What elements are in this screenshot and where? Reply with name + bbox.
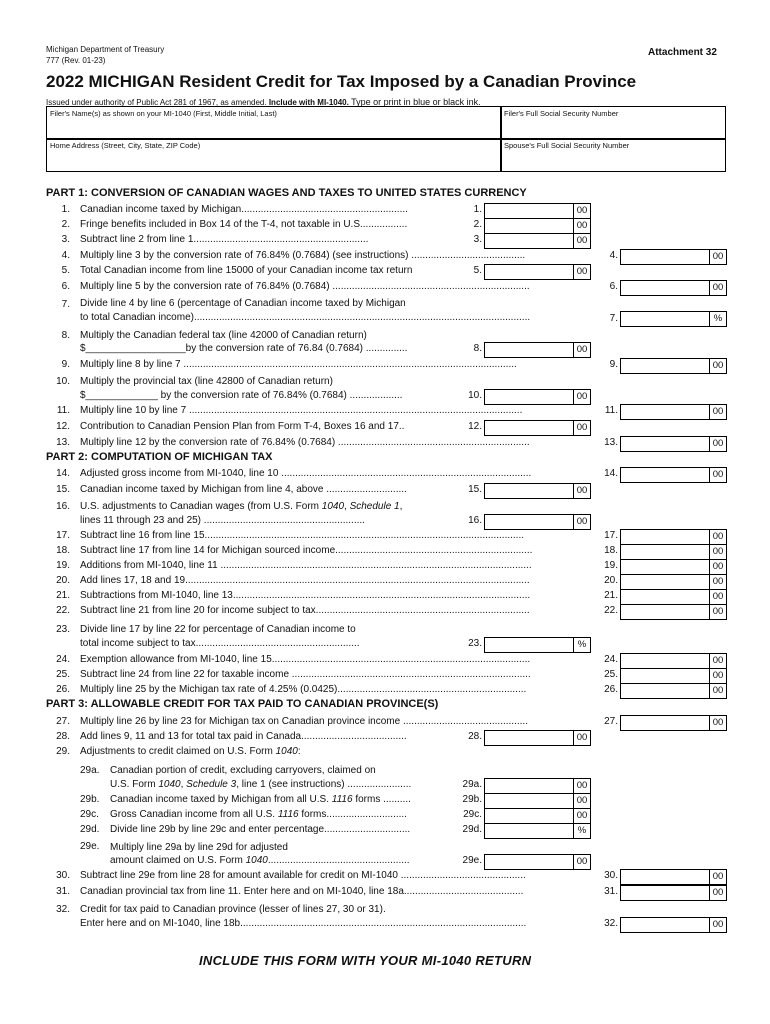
line-10-number: 10. — [56, 376, 70, 387]
cents-label: 00 — [573, 794, 590, 808]
line-12-ref: 12. — [468, 421, 482, 432]
line-7-text-b: to total Canadian income)......................................................................................................................... — [80, 312, 531, 323]
line-31-text: Canadian provincial tax from line 11. Enter here and on MI-1040, line 18a........................................... — [80, 886, 524, 897]
line-3-text: Subtract line 2 from line 1............................................................... — [80, 234, 369, 245]
line-19-input[interactable] — [620, 559, 727, 575]
line-17-input[interactable] — [620, 529, 727, 545]
part2-heading: PART 2: COMPUTATION OF MICHIGAN TAX — [46, 451, 273, 463]
line-16-number: 16. — [56, 501, 70, 512]
line-29d-text: Divide line 29b by line 29c and enter percentage............................... — [110, 824, 411, 835]
line-24-text: Exemption allowance from MI-1040, line 15............................................................................................. — [80, 654, 531, 665]
line-28-input[interactable] — [484, 730, 591, 746]
line-12-text: Contribution to Canadian Pension Plan from Form T-4, Boxes 16 and 17.. — [80, 421, 405, 432]
cents-label: 00 — [709, 560, 726, 574]
line-25-ref: 25. — [604, 669, 618, 680]
part3-heading: PART 3: ALLOWABLE CREDIT FOR TAX PAID TO CANADIAN PROVINCE(S) — [46, 698, 439, 710]
line-31-ref: 31. — [604, 886, 618, 897]
line-29e-number: 29e. — [80, 841, 100, 852]
line-18-input[interactable] — [620, 544, 727, 560]
line-15-ref: 15. — [468, 484, 482, 495]
attachment-number: Attachment 32 — [648, 47, 717, 58]
line-29a-input[interactable] — [484, 778, 591, 794]
line-29d-input[interactable] — [484, 823, 591, 839]
cents-label: 00 — [573, 421, 590, 435]
line-26-number: 26. — [56, 684, 70, 695]
line-20-number: 20. — [56, 575, 70, 586]
line-14-ref: 14. — [604, 468, 618, 479]
line-29a-number: 29a. — [80, 765, 100, 776]
line-21-input[interactable] — [620, 589, 727, 605]
line-19-number: 19. — [56, 560, 70, 571]
line-1-number: 1. — [61, 204, 70, 215]
percent-label: % — [573, 638, 590, 652]
cents-label: 00 — [709, 545, 726, 559]
cents-label: 00 — [709, 669, 726, 683]
line-4-number: 4. — [61, 250, 70, 261]
line-19-text: Additions from MI-1040, line 11 ................................................................................................................ — [80, 560, 532, 571]
line-18-number: 18. — [56, 545, 70, 556]
line-21-ref: 21. — [604, 590, 618, 601]
percent-label: % — [573, 824, 590, 838]
line-26-ref: 26. — [604, 684, 618, 695]
line-10-input[interactable] — [484, 389, 591, 405]
line-12-number: 12. — [56, 421, 70, 432]
filer-name-label: Filer's Name(s) as shown on your MI-1040 (First, Middle Initial, Last) — [50, 109, 277, 118]
percent-label: % — [709, 312, 726, 326]
line-10-text-b: $_____________ by the conversion rate of 76.84% (0.7684) ................... — [80, 390, 403, 401]
line-11-text: Multiply line 10 by line 7 ........................................................................................................................ — [80, 405, 523, 416]
line-11-ref: 11. — [604, 405, 618, 416]
line-32-ref: 32. — [604, 918, 618, 929]
line-27-input[interactable] — [620, 715, 727, 731]
line-15-number: 15. — [56, 484, 70, 495]
line-14-number: 14. — [56, 468, 70, 479]
line-29-text: Adjustments to credit claimed on U.S. Form 1040: — [80, 746, 301, 757]
line-27-text: Multiply line 26 by line 23 for Michigan tax on Canadian province income ............................................. — [80, 716, 528, 727]
line-10-text-a: Multiply the provincial tax (line 42800 of Canadian return) — [80, 376, 333, 387]
footer-instruction: INCLUDE THIS FORM WITH YOUR MI-1040 RETURN — [199, 953, 532, 968]
cents-label: 00 — [709, 918, 726, 932]
line-30-number: 30. — [56, 870, 70, 881]
line-29c-ref: 29c. — [463, 809, 482, 820]
cents-label: 00 — [709, 590, 726, 604]
line-17-number: 17. — [56, 530, 70, 541]
cents-label: 00 — [573, 234, 590, 248]
line-3-number: 3. — [61, 234, 70, 245]
line-24-ref: 24. — [604, 654, 618, 665]
line-8-ref: 8. — [473, 343, 482, 354]
line-29c-number: 29c. — [80, 809, 99, 820]
cents-label: 00 — [709, 405, 726, 419]
line-29b-ref: 29b. — [462, 794, 482, 805]
line-20-text: Add lines 17, 18 and 19............................................................................................................................ — [80, 575, 530, 586]
line-28-text: Add lines 9, 11 and 13 for total tax paid in Canada...................................... — [80, 731, 407, 742]
line-29c-input[interactable] — [484, 808, 591, 824]
line-30-ref: 30. — [604, 870, 618, 881]
line-29d-number: 29d. — [80, 824, 100, 835]
line-26-text: Multiply line 25 by the Michigan tax rate of 4.25% (0.0425).................................................................... — [80, 684, 527, 695]
line-30-input[interactable] — [620, 869, 727, 885]
cents-label: 00 — [573, 809, 590, 823]
spouse-ssn-label: Spouse's Full Social Security Number — [504, 141, 630, 150]
line-6-number: 6. — [61, 281, 70, 292]
line-27-ref: 27. — [604, 716, 618, 727]
line-26-input[interactable] — [620, 683, 727, 699]
line-11-number: 11. — [56, 405, 70, 416]
cents-label: 00 — [709, 605, 726, 619]
line-21-number: 21. — [56, 590, 70, 601]
line-29b-number: 29b. — [80, 794, 100, 805]
line-29e-text-b: amount claimed on U.S. Form 1040................................................... — [110, 855, 410, 866]
line-29e-text-a: Multiply line 29a by line 29d for adjusted — [110, 842, 288, 853]
line-1-input[interactable] — [484, 203, 591, 219]
line-2-input[interactable] — [484, 218, 591, 234]
department-name: Michigan Department of Treasury — [46, 45, 165, 54]
line-29b-text: Canadian income taxed by Michigan from all U.S. 1116 forms .......... — [110, 794, 411, 805]
cents-label: 00 — [709, 437, 726, 451]
line-22-number: 22. — [56, 605, 70, 616]
line-1-ref: 1. — [473, 204, 482, 215]
line-29c-text: Gross Canadian income from all U.S. 1116 forms............................. — [110, 809, 407, 820]
line-5-number: 5. — [61, 265, 70, 276]
cents-label: 00 — [709, 654, 726, 668]
cents-label: 00 — [573, 484, 590, 498]
line-19-ref: 19. — [604, 560, 618, 571]
line-9-number: 9. — [61, 359, 70, 370]
line-18-text: Subtract line 17 from line 14 for Michigan sourced income....................................................................... — [80, 545, 533, 556]
line-29e-input[interactable] — [484, 854, 591, 870]
line-17-text: Subtract line 16 from line 15................................................................................................................... — [80, 530, 525, 541]
home-address-label: Home Address (Street, City, State, ZIP Code) — [50, 141, 201, 150]
line-7-input[interactable] — [620, 311, 727, 327]
line-2-text: Fringe benefits included in Box 14 of the T-4, not taxable in U.S................. — [80, 219, 408, 230]
line-5-ref: 5. — [473, 265, 482, 276]
line-25-input[interactable] — [620, 668, 727, 684]
cents-label: 00 — [573, 731, 590, 745]
line-23-text-a: Divide line 17 by line 22 for percentage of Canadian income to — [80, 624, 356, 635]
cents-label: 00 — [709, 281, 726, 295]
line-32-text-b: Enter here and on MI-1040, line 18b....................................................................................................... — [80, 918, 527, 929]
line-29a-ref: 29a. — [462, 779, 482, 790]
line-4-input[interactable] — [620, 249, 727, 265]
line-6-text: Multiply line 5 by the conversion rate of 76.84% (0.7684) ....................................................................... — [80, 281, 530, 292]
line-24-input[interactable] — [620, 653, 727, 669]
form-title: 2022 MICHIGAN Resident Credit for Tax Imposed by a Canadian Province — [46, 72, 637, 91]
line-23-input[interactable] — [484, 637, 591, 653]
cents-label: 00 — [709, 468, 726, 482]
line-8-input[interactable] — [484, 342, 591, 358]
line-14-input[interactable] — [620, 467, 727, 483]
line-7-text-a: Divide line 4 by line 6 (percentage of Canadian income taxed by Michigan — [80, 298, 406, 309]
line-24-number: 24. — [56, 654, 70, 665]
line-25-number: 25. — [56, 669, 70, 680]
line-5-input[interactable] — [484, 264, 591, 280]
line-7-ref: 7. — [609, 313, 618, 324]
line-29-number: 29. — [56, 746, 70, 757]
line-28-number: 28. — [56, 731, 70, 742]
line-10-ref: 10. — [468, 390, 482, 401]
form-revision: 777 (Rev. 01-23) — [46, 56, 106, 65]
cents-label: 00 — [573, 219, 590, 233]
cents-label: 00 — [573, 390, 590, 404]
line-4-text: Multiply line 3 by the conversion rate of 76.84% (0.7684) (see instructions) ......................................... — [80, 250, 526, 261]
line-13-input[interactable] — [620, 436, 727, 452]
line-6-input[interactable] — [620, 280, 727, 296]
cents-label: 00 — [573, 204, 590, 218]
line-29e-ref: 29e. — [462, 855, 482, 866]
line-29d-ref: 29d. — [462, 824, 482, 835]
line-5-text: Total Canadian income from line 15000 of your Canadian income tax return — [80, 265, 413, 276]
line-23-number: 23. — [56, 624, 70, 635]
cents-label: 00 — [573, 855, 590, 869]
line-14-text: Adjusted gross income from MI-1040, line 10 .......................................................................................... — [80, 468, 532, 479]
cents-label: 00 — [709, 359, 726, 373]
cents-label: 00 — [573, 515, 590, 529]
line-18-ref: 18. — [604, 545, 618, 556]
line-20-ref: 20. — [604, 575, 618, 586]
line-32-number: 32. — [56, 904, 70, 915]
line-4-ref: 4. — [609, 250, 618, 261]
line-16-ref: 16. — [468, 515, 482, 526]
line-29b-input[interactable] — [484, 793, 591, 809]
line-16-input[interactable] — [484, 514, 591, 530]
line-6-ref: 6. — [609, 281, 618, 292]
cents-label: 00 — [709, 250, 726, 264]
cents-label: 00 — [709, 530, 726, 544]
line-15-input[interactable] — [484, 483, 591, 499]
line-32-input[interactable] — [620, 917, 727, 933]
line-16-text-b: lines 11 through 23 and 25) .......................................................... — [80, 515, 365, 526]
line-9-input[interactable] — [620, 358, 727, 374]
line-13-ref: 13. — [604, 437, 618, 448]
line-8-number: 8. — [61, 330, 70, 341]
line-31-number: 31. — [56, 886, 70, 897]
filer-ssn-label: Filer's Full Social Security Number — [504, 109, 619, 118]
line-8-text-a: Multiply the Canadian federal tax (line 42000 of Canadian return) — [80, 330, 367, 341]
part1-heading: PART 1: CONVERSION OF CANADIAN WAGES AND TAXES TO UNITED STATES CURRENCY — [46, 187, 527, 199]
cents-label: 00 — [573, 779, 590, 793]
line-11-input[interactable] — [620, 404, 727, 420]
line-21-text: Subtractions from MI-1040, line 13........................................................................................................... — [80, 590, 531, 601]
line-9-ref: 9. — [609, 359, 618, 370]
cents-label: 00 — [709, 870, 726, 884]
line-1-text: Canadian income taxed by Michigan............................................................ — [80, 204, 408, 215]
line-32-text-a: Credit for tax paid to Canadian province (lesser of lines 27, 30 or 31). — [80, 904, 386, 915]
line-20-input[interactable] — [620, 574, 727, 590]
cents-label: 00 — [709, 684, 726, 698]
line-22-ref: 22. — [604, 605, 618, 616]
line-8-text-b: $__________________by the conversion rate of 76.84 (0.7684) ............... — [80, 343, 408, 354]
line-31-input[interactable] — [620, 885, 727, 901]
line-22-input[interactable] — [620, 604, 727, 620]
line-25-text: Subtract line 24 from line 22 for taxable income ...................................................................................... — [80, 669, 531, 680]
line-22-text: Subtract line 21 from line 20 for income subject to tax............................................................................. — [80, 605, 530, 616]
line-13-number: 13. — [56, 437, 70, 448]
line-27-number: 27. — [56, 716, 70, 727]
line-15-text: Canadian income taxed by Michigan from line 4, above ............................. — [80, 484, 407, 495]
line-13-text: Multiply line 12 by the conversion rate of 76.84% (0.7684) ..................................................................... — [80, 437, 530, 448]
line-3-ref: 3. — [473, 234, 482, 245]
line-28-ref: 28. — [468, 731, 482, 742]
line-23-text-b: total income subject to tax........................................................... — [80, 638, 360, 649]
line-7-number: 7. — [61, 299, 70, 310]
line-23-ref: 23. — [468, 638, 482, 649]
line-29a-text-b: U.S. Form 1040, Schedule 3, line 1 (see instructions) ....................... — [110, 779, 412, 790]
line-29a-text-a: Canadian portion of credit, excluding carryovers, claimed on — [110, 765, 376, 776]
cents-label: 00 — [709, 716, 726, 730]
line-9-text: Multiply line 8 by line 7 ........................................................................................................................ — [80, 359, 517, 370]
line-30-text: Subtract line 29e from line 28 for amount available for credit on MI-1040 ............................................. — [80, 870, 526, 881]
line-16-text-a: U.S. adjustments to Canadian wages (from U.S. Form 1040, Schedule 1, — [80, 501, 403, 512]
line-12-input[interactable] — [484, 420, 591, 436]
cents-label: 00 — [573, 343, 590, 357]
cents-label: 00 — [573, 265, 590, 279]
cents-label: 00 — [709, 886, 726, 900]
cents-label: 00 — [709, 575, 726, 589]
line-17-ref: 17. — [604, 530, 618, 541]
line-3-input[interactable] — [484, 233, 591, 249]
line-2-ref: 2. — [473, 219, 482, 230]
issued-authority: Issued under authority of Public Act 281 of 1967, as amended. Include with MI-1040. Type or print in blue or black ink. — [46, 97, 481, 107]
line-2-number: 2. — [61, 219, 70, 230]
